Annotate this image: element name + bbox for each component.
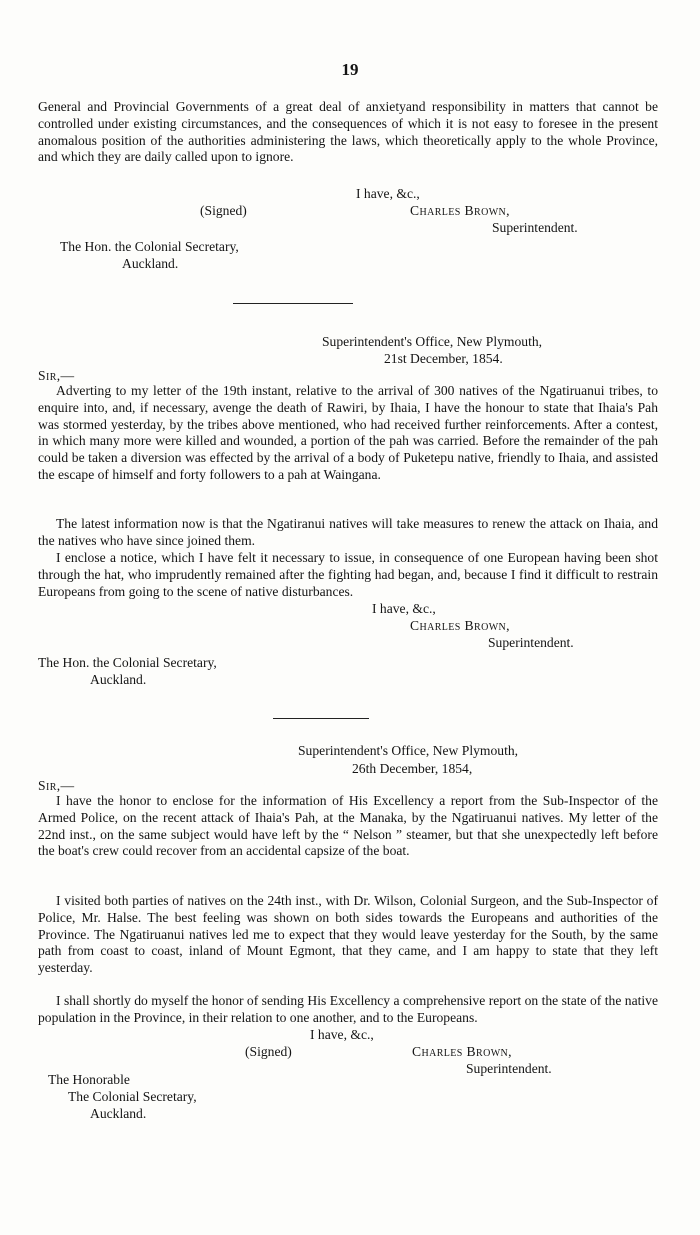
- letter2-paragraph-1: Adverting to my letter of the 19th instant, relative to the arrival of 300 natives of the Ngatiruanui tribes, to enquire into, and, if necessary, avenge the death of Rawiri, by Ihaia, I have the honour to state that Ihaia's Pah was stormed yesterday, by the tribes above mentioned, who had received further reinforcements. After a contest, in which many more were killed and wounded, a portion of the pah was carried. Before the remainder of the pah could be taken a diversion was effected by the arrival of a body of Puketepu native, friendly to Ihaia, and assisted the escape of himself and forty followers to a pah at Waingana.: [38, 383, 658, 482]
- page-number: 19: [341, 60, 359, 79]
- letter1-addressee-line1: The Hon. the Colonial Secretary,: [60, 239, 239, 254]
- letter3-addressee-line3: Auckland.: [90, 1106, 147, 1121]
- letter1-signatory: Charles Brown,: [410, 203, 510, 218]
- letter2-addressee-line2: Auckland.: [90, 672, 147, 687]
- letter3-heading-line1: Superintendent's Office, New Plymouth,: [298, 743, 519, 758]
- letter2-title: Superintendent.: [488, 635, 574, 650]
- letter2-closing: I have, &c.,: [372, 601, 436, 616]
- letter2-heading-line1: Superintendent's Office, New Plymouth,: [322, 334, 543, 349]
- letter3-salutation: Sir,—: [38, 778, 75, 793]
- letter2-paragraph-2: The latest information now is that the Ngatiranui natives will take measures to renew the attack on Ihaia, and the natives who have since joined them.: [38, 516, 658, 548]
- letter2-signatory: Charles Brown,: [410, 618, 510, 633]
- letter1-title: Superintendent.: [492, 220, 578, 235]
- letter3-paragraph-3: I shall shortly do myself the honor of sending His Excellency a comprehensive report on the state of the native population in the Province, in their relation to one another, and to the Europeans.: [38, 993, 658, 1025]
- letter2-heading-line2: 21st December, 1854.: [384, 351, 503, 366]
- letter1-addressee-line2: Auckland.: [122, 256, 179, 271]
- letter1-body: General and Provincial Governments of a great deal of anxietyand responsibility in matters that cannot be controlled under existing circumstances, and the consequences of which it is not easy to foresee in the present anomalous position of the authorities administering the laws, which theoretically apply to the whole Province, and which they are daily called upon to ignore.: [38, 99, 658, 165]
- divider-rule: [273, 718, 369, 719]
- letter3-addressee-line1: The Honorable: [48, 1072, 130, 1087]
- letter3-signatory: Charles Brown,: [412, 1044, 512, 1059]
- letter3-paragraph-2: I visited both parties of natives on the 24th inst., with Dr. Wilson, Colonial Surgeon, and the Sub-Inspector of Police, Mr. Halse. The best feeling was shown on both sides towards the Europeans and authorities of the Province. The Ngatiruanui natives led me to expect that they would leave yesterday for the South, by the same path from coast to coast, inland of Mount Egmont, that they came, and I am happy to state that they left yesterday.: [38, 893, 658, 976]
- letter2-addressee-line1: The Hon. the Colonial Secretary,: [38, 655, 217, 670]
- letter3-closing: I have, &c.,: [310, 1027, 374, 1042]
- divider-rule: [233, 303, 353, 304]
- letter3-title: Superintendent.: [466, 1061, 552, 1076]
- letter3-paragraph-1: I have the honor to enclose for the information of His Excellency a report from the Sub-Inspector of the Armed Police, on the recent attack of Ihaia's Pah, at the Manaka, by the Ngatiruanui natives. My letter of the 22nd inst., on the same subject would have left by the “ Nelson ” steamer, but that she unexpectedly left before the boat's crew could recover from an accidental capsize of the boat.: [38, 793, 658, 859]
- letter3-heading-line2: 26th December, 1854,: [352, 761, 473, 776]
- letter3-addressee-line2: The Colonial Secretary,: [68, 1089, 197, 1104]
- letter3-signed: (Signed): [245, 1044, 292, 1059]
- letter1-closing: I have, &c.,: [356, 186, 420, 201]
- letter1-signed: (Signed): [200, 203, 247, 218]
- letter2-salutation: Sir,—: [38, 368, 75, 383]
- letter2-paragraph-3: I enclose a notice, which I have felt it necessary to issue, in consequence of one European having been shot through the hat, who imprudently remained after the fighting had began, and, because I find it difficult to restrain Europeans from going to the scene of native disturbances.: [38, 550, 658, 599]
